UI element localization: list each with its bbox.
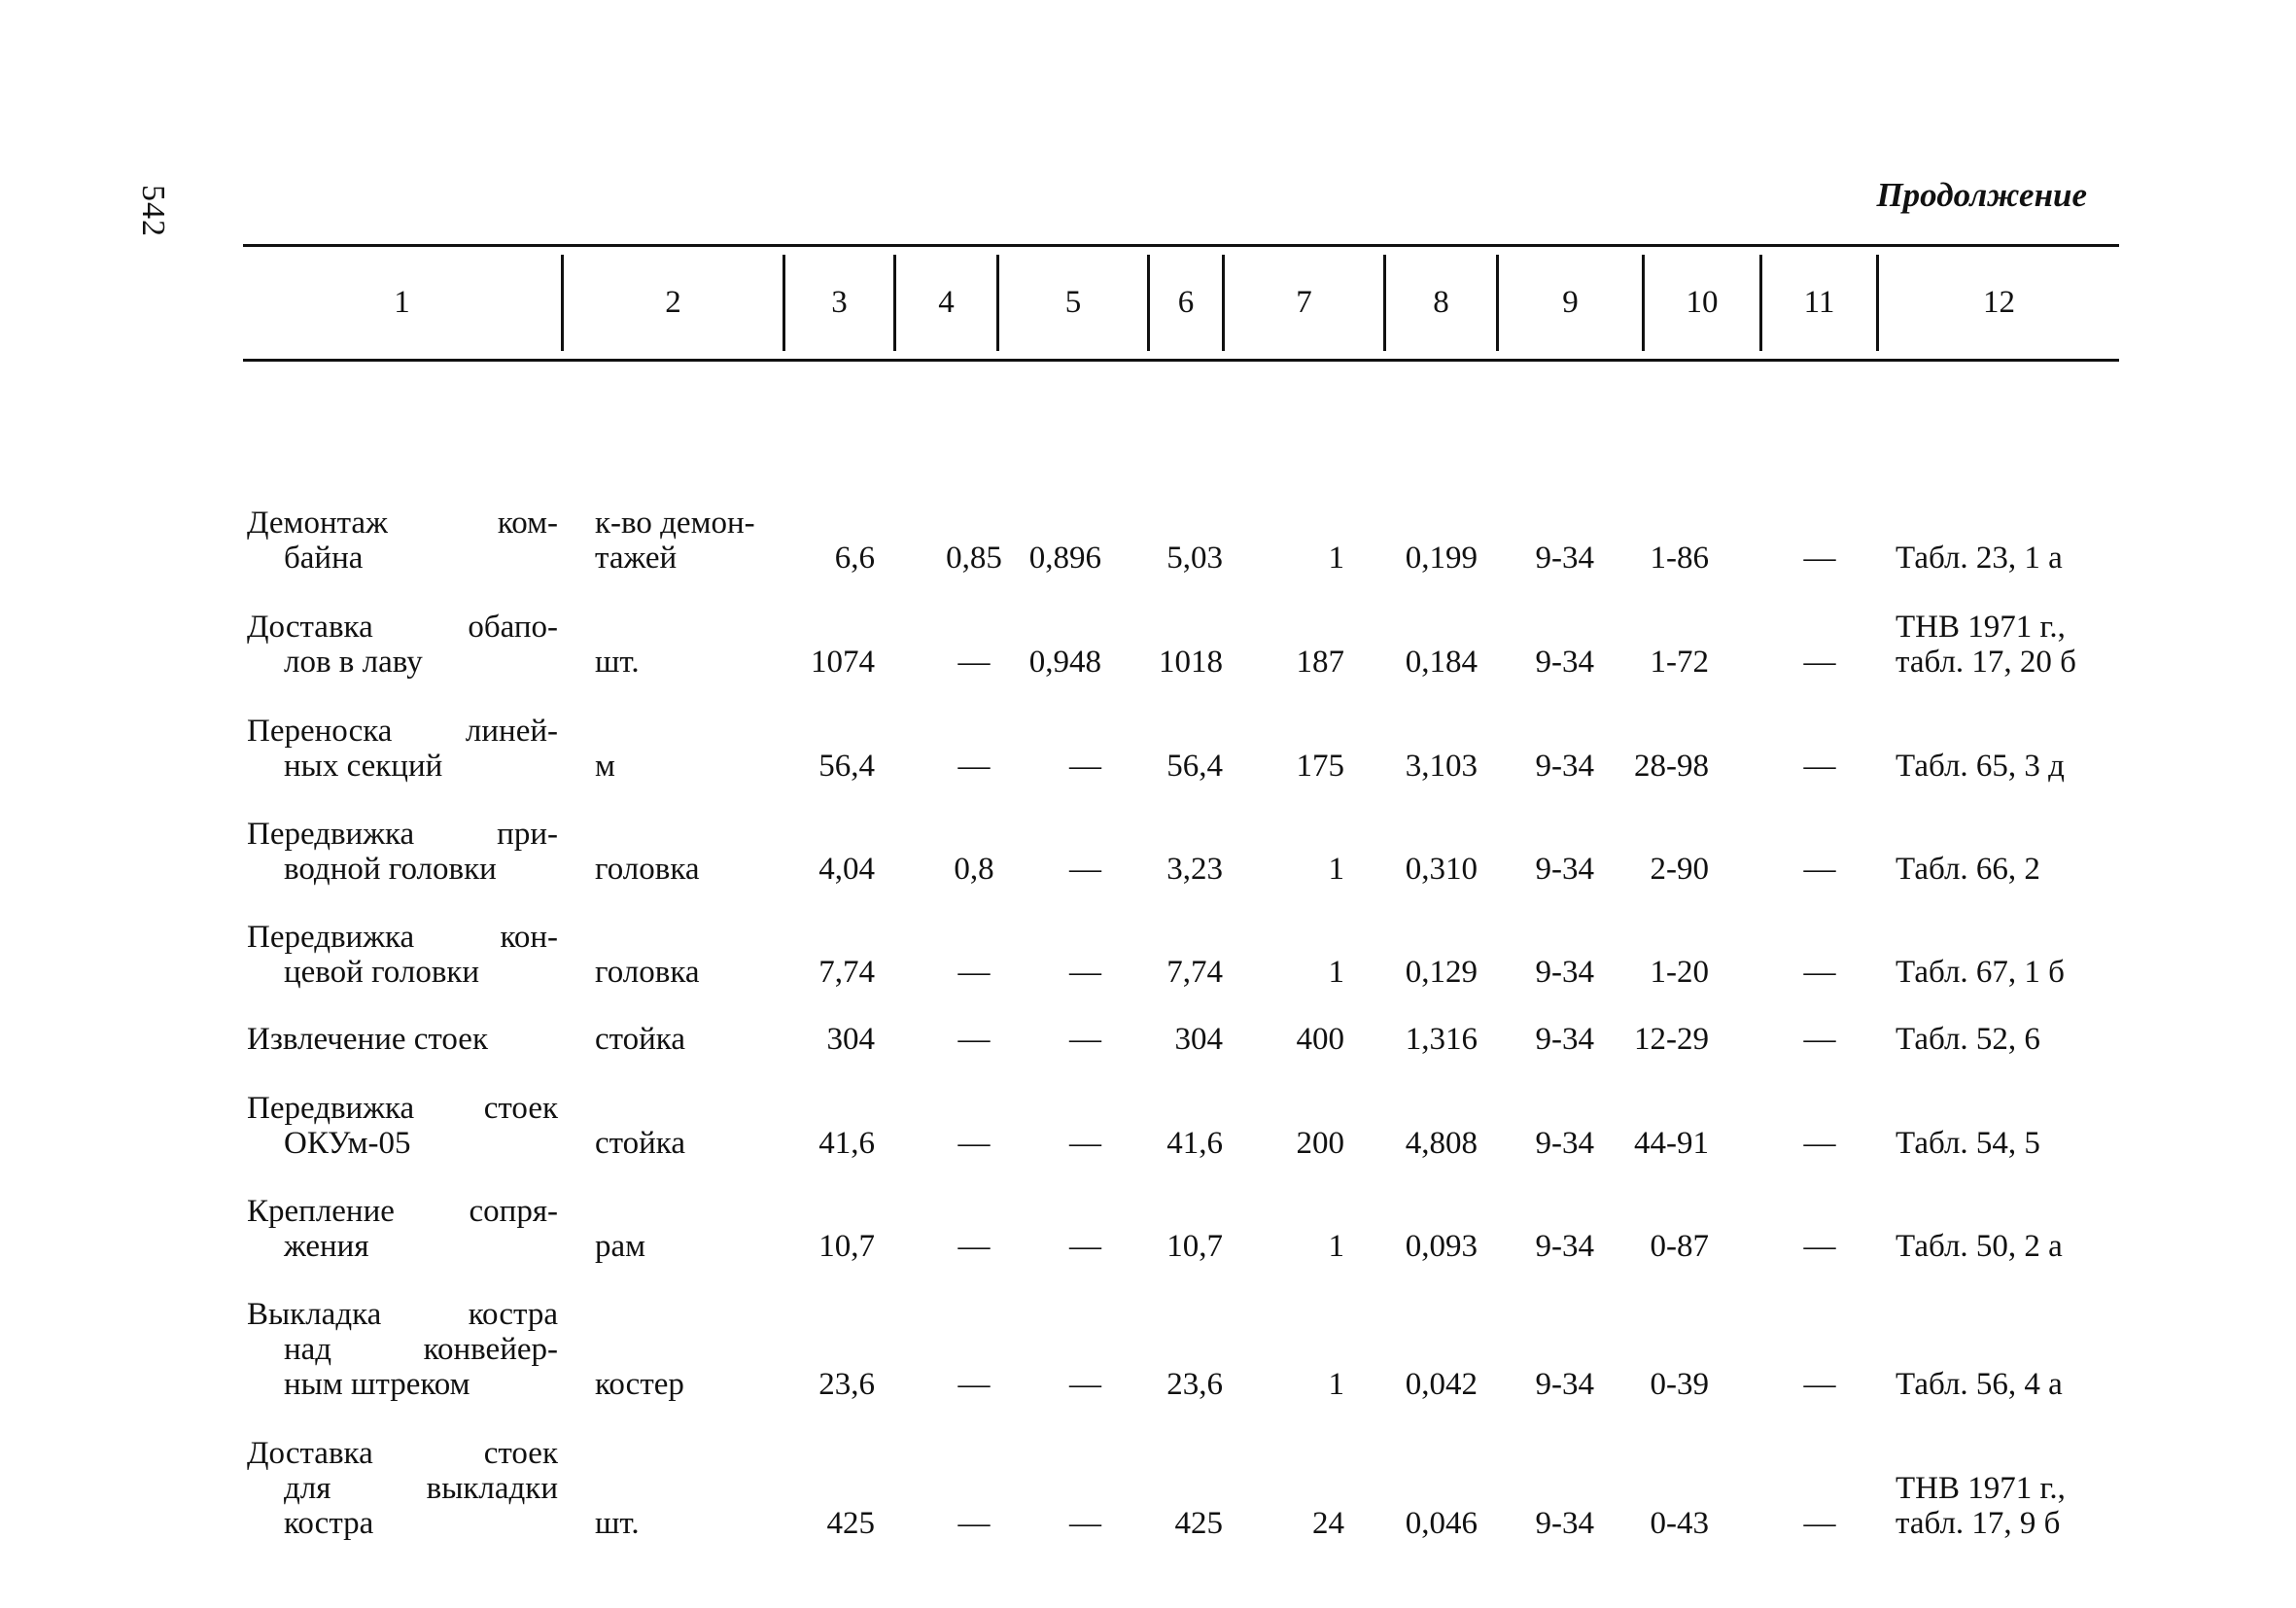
header-cell: 6 [1150, 255, 1225, 351]
col4-value: — [957, 1022, 991, 1057]
operation-name-line: ных секций [284, 749, 443, 784]
col11-value: — [1803, 1126, 1836, 1161]
page-number: 542 [135, 185, 171, 237]
col6-value: 7,74 [1166, 955, 1223, 990]
unit-line: тажей [595, 541, 678, 576]
col10-value: 12-29 [1634, 1022, 1709, 1057]
col3-value: 10,7 [818, 1229, 875, 1264]
reference-line: Табл. 54, 5 [1896, 1126, 2040, 1161]
reference-line: ТНВ 1971 г., [1896, 1471, 2066, 1506]
col7-value: 200 [1296, 1126, 1344, 1161]
col9-value: 9-34 [1535, 749, 1594, 784]
reference-line: табл. 17, 20 б [1896, 645, 2076, 680]
operation-name-line: ОКУм-05 [284, 1126, 411, 1161]
col5-value: — [1069, 1367, 1101, 1402]
col7-value: 1 [1328, 955, 1344, 990]
operation-name-line: Доставка стоек [247, 1436, 558, 1471]
col5-value: — [1069, 749, 1101, 784]
operation-name [247, 1436, 558, 1541]
reference-line: табл. 17, 9 б [1896, 1506, 2061, 1541]
col10-value: 44-91 [1634, 1126, 1709, 1161]
reference-line: Табл. 66, 2 [1896, 852, 2040, 887]
col4-value: — [957, 1126, 991, 1161]
operation-name-line: лов в лаву [284, 645, 423, 680]
col9-value: 9-34 [1535, 1229, 1594, 1264]
col6-value: 1018 [1159, 645, 1223, 680]
col5-value: — [1069, 852, 1101, 887]
col8-value: 0,184 [1405, 645, 1478, 680]
col8-value: 3,103 [1405, 749, 1478, 784]
table-header [243, 244, 2119, 362]
col3-value: 23,6 [818, 1367, 875, 1402]
col11-value: — [1803, 1022, 1836, 1057]
operation-name-line: Крепление сопря- [247, 1194, 558, 1229]
col8-value: 0,199 [1405, 541, 1478, 576]
col6-value: 425 [1174, 1506, 1223, 1541]
operation-name-line: Передвижка при- [247, 817, 558, 852]
operation-name-line: цевой головки [284, 955, 480, 990]
reference-line: ТНВ 1971 г., [1896, 610, 2066, 645]
col7-value: 175 [1296, 749, 1344, 784]
operation-name-line: водной головки [284, 852, 497, 887]
reference-line: Табл. 52, 6 [1896, 1022, 2040, 1057]
col8-value: 0,046 [1405, 1506, 1478, 1541]
unit-line: стойка [595, 1126, 685, 1161]
col10-value: 0-39 [1650, 1367, 1709, 1402]
reference-line: Табл. 23, 1 а [1896, 541, 2063, 576]
unit-line: шт. [595, 1506, 640, 1541]
col7-value: 1 [1328, 1229, 1344, 1264]
header-cell: 4 [896, 255, 999, 351]
reference-line: Табл. 65, 3 д [1896, 749, 2065, 784]
col11-value: — [1803, 1506, 1836, 1541]
col3-value: 41,6 [818, 1126, 875, 1161]
header-cell: 7 [1225, 255, 1386, 351]
col5-value: 0,896 [1028, 541, 1101, 576]
col7-value: 24 [1312, 1506, 1344, 1541]
col8-value: 0,042 [1405, 1367, 1478, 1402]
col9-value: 9-34 [1535, 1022, 1594, 1057]
col4-value: 0,8 [954, 852, 994, 887]
col6-value: 23,6 [1166, 1367, 1223, 1402]
operation-name-line: Передвижка стоек [247, 1091, 558, 1126]
col4-value: 0,85 [946, 541, 1002, 576]
col8-value: 0,129 [1405, 955, 1478, 990]
col8-value: 0,093 [1405, 1229, 1478, 1264]
data-table [243, 244, 2119, 1541]
unit-line: головка [595, 955, 700, 990]
col11-value: — [1803, 955, 1836, 990]
unit-line: к-во демон- [595, 506, 755, 541]
col10-value: 1-86 [1650, 541, 1709, 576]
reference [1896, 1471, 2119, 1541]
operation-name-line: Переноска линей- [247, 714, 558, 749]
col5-value: — [1069, 1022, 1101, 1057]
unit-line: м [595, 749, 615, 784]
operation-name-line: над конвейер- [284, 1332, 558, 1367]
header-cell: 5 [999, 255, 1150, 351]
unit-line: костер [595, 1367, 684, 1402]
col11-value: — [1803, 852, 1836, 887]
col11-value: — [1803, 1229, 1836, 1264]
continuation-label: Продолжение [1876, 176, 2087, 214]
col9-value: 9-34 [1535, 1367, 1594, 1402]
reference-line: Табл. 56, 4 а [1896, 1367, 2063, 1402]
col6-value: 56,4 [1166, 749, 1223, 784]
col3-value: 7,74 [818, 955, 875, 990]
col3-value: 425 [826, 1506, 875, 1541]
operation-name-line: Извлечение стоек [247, 1022, 488, 1057]
unit-line: стойка [595, 1022, 685, 1057]
table-row [243, 362, 2119, 1541]
col10-value: 0-43 [1650, 1506, 1709, 1541]
reference-line: Табл. 50, 2 а [1896, 1229, 2063, 1264]
col6-value: 304 [1174, 1022, 1223, 1057]
col4-value: — [957, 1229, 991, 1264]
col5-value: — [1069, 955, 1101, 990]
col7-value: 187 [1296, 645, 1344, 680]
col9-value: 9-34 [1535, 541, 1594, 576]
col8-value: 0,310 [1405, 852, 1478, 887]
col3-value: 304 [826, 1022, 875, 1057]
col11-value: — [1803, 749, 1836, 784]
col4-value: — [957, 955, 991, 990]
col9-value: 9-34 [1535, 1506, 1594, 1541]
unit-line: рам [595, 1229, 646, 1264]
unit-line: головка [595, 852, 700, 887]
col7-value: 1 [1328, 852, 1344, 887]
header-cell: 2 [564, 255, 785, 351]
col5-value: 0,948 [1028, 645, 1101, 680]
col6-value: 10,7 [1166, 1229, 1223, 1264]
col9-value: 9-34 [1535, 1126, 1594, 1161]
header-cell: 9 [1499, 255, 1645, 351]
col7-value: 1 [1328, 1367, 1344, 1402]
col6-value: 5,03 [1166, 541, 1223, 576]
col4-value: — [957, 1367, 991, 1402]
col5-value: — [1069, 1126, 1101, 1161]
operation-name-line: ным штреком [284, 1367, 470, 1402]
col9-value: 9-34 [1535, 645, 1594, 680]
header-cell: 3 [785, 255, 896, 351]
col4-value: — [957, 749, 991, 784]
header-cell: 1 [243, 255, 564, 351]
col7-value: 1 [1328, 541, 1344, 576]
col3-value: 1074 [811, 645, 875, 680]
col3-value: 56,4 [818, 749, 875, 784]
header-cell: 8 [1386, 255, 1499, 351]
col8-value: 4,808 [1405, 1126, 1478, 1161]
col10-value: 2-90 [1650, 852, 1709, 887]
operation-name-line: костра [284, 1506, 374, 1541]
col10-value: 1-72 [1650, 645, 1709, 680]
col5-value: — [1069, 1506, 1101, 1541]
col11-value: — [1803, 1367, 1836, 1402]
header-cell: 10 [1645, 255, 1762, 351]
header-cell: 12 [1983, 285, 2015, 320]
operation-name-line: жения [284, 1229, 369, 1264]
reference-line: Табл. 67, 1 б [1896, 955, 2065, 990]
col7-value: 400 [1296, 1022, 1344, 1057]
col10-value: 0-87 [1650, 1229, 1709, 1264]
col5-value: — [1069, 1229, 1101, 1264]
col8-value: 1,316 [1405, 1022, 1478, 1057]
header-cell: 11 [1762, 255, 1879, 351]
operation-name-line: для выкладки [284, 1471, 558, 1506]
col4-value: — [957, 645, 991, 680]
unit-line: шт. [595, 645, 640, 680]
operation-name-line: Доставка обапо- [247, 610, 558, 645]
col9-value: 9-34 [1535, 852, 1594, 887]
col6-value: 3,23 [1166, 852, 1223, 887]
col9-value: 9-34 [1535, 955, 1594, 990]
col6-value: 41,6 [1166, 1126, 1223, 1161]
operation-name-line: Выкладка костра [247, 1297, 558, 1332]
col3-value: 4,04 [818, 852, 875, 887]
operation-name-line: байна [284, 541, 364, 576]
col11-value: — [1803, 645, 1836, 680]
operation-name-line: Передвижка кон- [247, 920, 558, 955]
col3-value: 6,6 [834, 541, 875, 576]
operation-name-line: Демонтаж ком- [247, 506, 558, 541]
col11-value: — [1803, 541, 1836, 576]
col4-value: — [957, 1506, 991, 1541]
col10-value: 28-98 [1634, 749, 1709, 784]
col10-value: 1-20 [1650, 955, 1709, 990]
